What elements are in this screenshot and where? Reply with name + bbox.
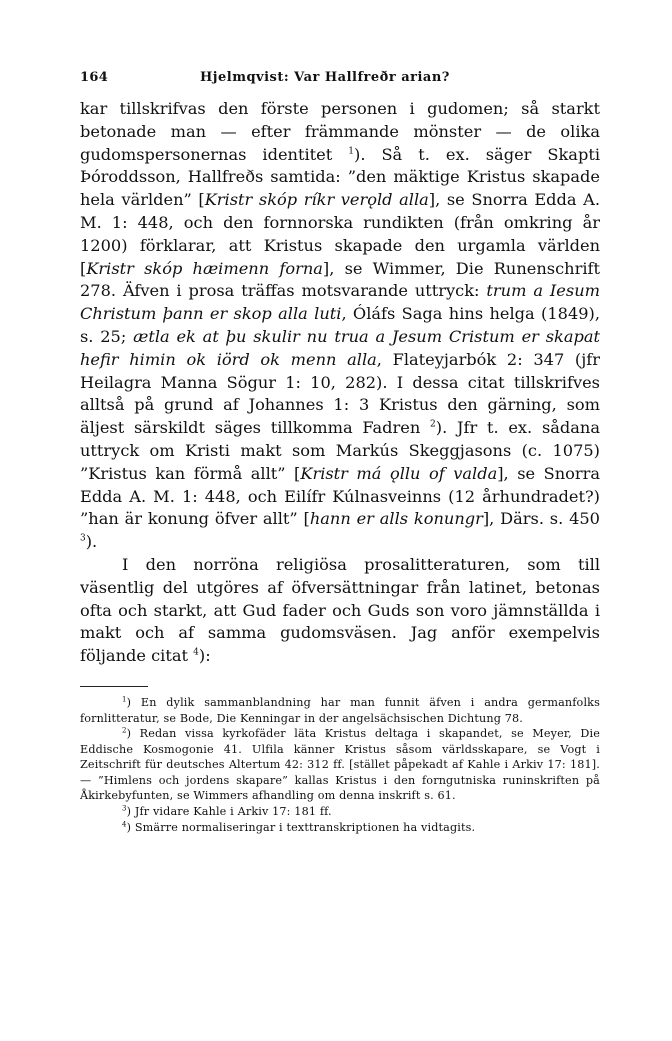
text-run: , Flateyjarbók 2: 347 (jfr Heilagra Manna Sögur 1: 10, 282). I dessa citat tillskrifves alltså på grund af Johannes 1: 3 Kristus den gärning, som äljest särskildt säges tillkomma Fadren bbox=[80, 349, 600, 438]
footnote bbox=[80, 695, 600, 726]
footnotes bbox=[80, 695, 600, 835]
footnote-text: ) En dylik sammanblandning har man funnit äfven i andra germanfolks fornlitteratur, se Bode, Die Kenningar in der angelsächsischen Dichtung 78. bbox=[80, 695, 600, 725]
main-text bbox=[80, 98, 600, 668]
text-run: ): bbox=[198, 646, 211, 666]
text-run: ], se Snorra Edda A. M. 1: 448, och den fornnorska rundikten (från omkring år 1200) förklarar, att Kristus skapade den urgamla världen [ bbox=[80, 190, 600, 278]
footnote bbox=[80, 804, 600, 820]
footnote-mark: 2 bbox=[122, 726, 127, 735]
footnote-text: ) Redan vissa kyrkofäder läta Kristus deltaga i skapandet, se Meyer, Die Eddische Kosmogonie 41. Ulfila känner Kristus såsom världsskapare, se Vogt i Zeitschrift für deutsches Altertum 42: 312 ff. [stället påpekadt af Kahle i Arkiv 17: 181]. — ”Himlens och jordens skapare” kallas Kristus i den forngutniska runinskriften på Åkirkebyfunten, se Wimmers afhandling om denna inskrift s. 61. bbox=[80, 727, 600, 803]
paragraph bbox=[80, 554, 600, 668]
footnote-reference: 2 bbox=[430, 419, 436, 430]
footnote-mark: 1 bbox=[122, 695, 127, 704]
italic-quote: trum a Iesum Christum þann er skop alla luti bbox=[80, 281, 600, 324]
text-run: ). Så t. ex. säger Skapti Þóroddsson, Hallfreðs samtida: ”den mäktige Kristus skapade hela världen” [ bbox=[80, 144, 600, 210]
footnote-text: ) Jfr vidare Kahle i Arkiv 17: 181 ff. bbox=[126, 805, 332, 819]
italic-quote: ætla ek at þu skulir nu trua a Jesum Cristum er skapat hefir himin ok iörd ok menn alla bbox=[80, 326, 600, 369]
running-title: Hjelmqvist: Var Hallfreðr arian? bbox=[200, 70, 450, 85]
running-header bbox=[80, 70, 600, 92]
italic-quote: Kristr skóp ríkr verǫld alla bbox=[204, 190, 429, 210]
text-run: ], se Wimmer, Die Runenschrift 278. Äfven i prosa träffas motsvarande uttryck: bbox=[80, 258, 600, 301]
text-run: kar tillskrifvas den förste personen i gudomen; så starkt betonade man — efter främmande mönster — de olika gudomspersonernas identitet bbox=[80, 99, 600, 164]
text-run: ], Därs. s. 450 bbox=[482, 509, 600, 529]
text-run: ). bbox=[85, 532, 98, 552]
text-run: I den norröna religiösa prosalitteraturen, som till väsentlig del utgöres af öfversättningar från latinet, betonas ofta och starkt, att Gud fader och Guds son voro jämnställda i makt och af samma gudomsväsen. Jag anför exempelvis följande citat bbox=[80, 554, 600, 666]
italic-quote: hann er alls konungr bbox=[309, 509, 483, 529]
text-run: ). Jfr t. ex. sådana uttryck om Kristi makt som Markús Skeggjasons (c. 1075) ”Kristus kan förmå allt” [ bbox=[80, 418, 600, 483]
italic-quote: Kristr má ǫllu of valda bbox=[300, 463, 498, 483]
footnote bbox=[80, 820, 600, 836]
footnote-reference: 4 bbox=[193, 647, 199, 658]
footnote bbox=[80, 726, 600, 804]
text-run: , Óláfs Saga hins helga (1849), s. 25; bbox=[80, 304, 601, 346]
text-run: ], se Snorra Edda A. M. 1: 448, och Eilífr Kúlnasveinns (12 århundradet?) ”han är konung öfver allt” [ bbox=[80, 463, 601, 529]
footnote-mark: 4 bbox=[122, 819, 127, 828]
paragraph bbox=[80, 98, 600, 554]
book-page bbox=[80, 70, 600, 835]
footnote-mark: 3 bbox=[122, 804, 127, 813]
footnote-text: ) Smärre normaliseringar i texttranskriptionen ha vidtagits. bbox=[126, 820, 476, 834]
footnote-separator bbox=[80, 686, 148, 687]
footnote-reference: 1 bbox=[348, 146, 354, 157]
italic-quote: Kristr skóp hæimenn forna bbox=[86, 258, 323, 278]
page-number: 164 bbox=[80, 70, 109, 85]
footnote-reference: 3 bbox=[80, 533, 86, 544]
